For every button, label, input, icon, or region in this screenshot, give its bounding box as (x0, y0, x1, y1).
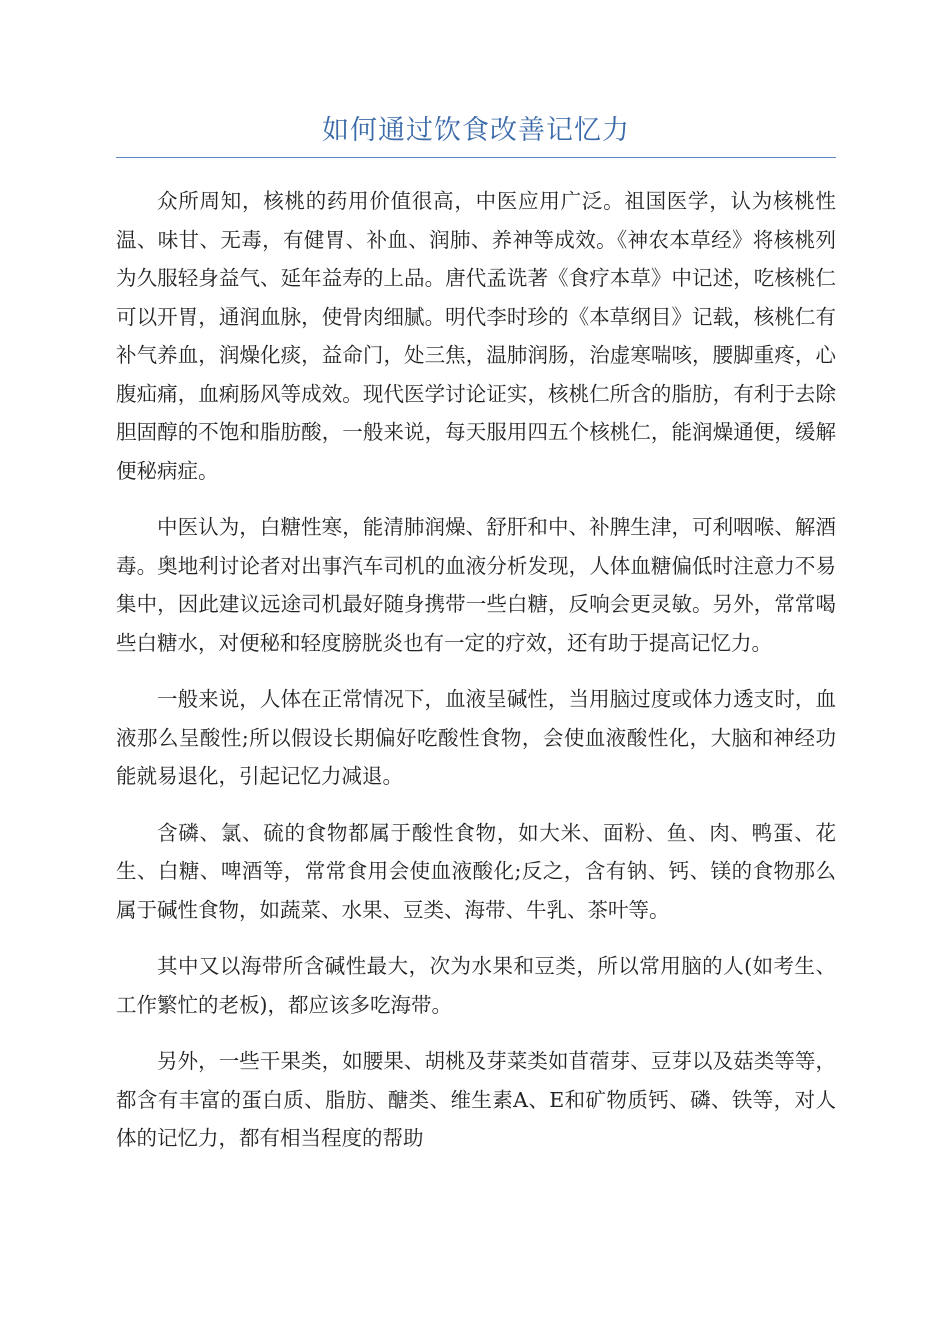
paragraph-sugar: 中医认为，白糖性寒，能清肺润燥、舒肝和中、补脾生津，可利咽喉、解酒毒。奥地利讨论者对出事汽车司机的血液分析发现，人体血糖偏低时注意力不易集中，因此建议远途司机最好随身携带一些白糖，反响会更灵敏。另外，常常喝些白糖水，对便秘和轻度膀胱炎也有一定的疗效，还有助于提高记忆力。 (116, 515, 836, 655)
paragraph-acid-alkaline-foods: 含磷、氯、硫的食物都属于酸性食物，如大米、面粉、鱼、肉、鸭蛋、花生、白糖、啤酒等，常常食用会使血液酸化;反之，含有钠、钙、镁的食物那么属于碱性食物，如蔬菜、水果、豆类、海带、牛乳、茶叶等。 (116, 820, 836, 922)
paragraph-walnut: 众所周知，核桃的药用价值很高，中医应用广泛。祖国医学，认为核桃性温、味甘、无毒，有健胃、补血、润肺、养神等成效。《神农本草经》将核桃列为久服轻身益气、延年益寿的上品。唐代孟诜著《食疗本草》中记述，吃核桃仁可以开胃，通润血脉，使骨肉细腻。明代李时珍的《本草纲目》记载，核桃仁有补气养血，润燥化痰，益命门，处三焦，温肺润肠，治虚寒喘咳，腰脚重疼，心腹疝痛，血痢肠风等成效。现代医学讨论证实，核桃仁所含的脂肪，有利于去除胆固醇的不饱和脂肪酸，一般来说，每天服用四五个核桃仁，能润燥通便，缓解便秘病症。 (116, 189, 836, 483)
paragraph-blood-alkalinity: 一般来说，人体在正常情况下，血液呈碱性，当用脑过度或体力透支时，血液那么呈酸性;所以假设长期偏好吃酸性食物，会使血液酸性化，大脑和神经功能就易退化，引起记忆力减退。 (116, 687, 836, 788)
document-title: 如何通过饮食改善记忆力 (322, 115, 630, 146)
title-underline (116, 157, 836, 158)
paragraph-nuts-sprouts: 另外，一些干果类，如腰果、胡桃及芽菜类如苜蓿芽、豆芽以及菇类等等，都含有丰富的蛋白质、脂肪、醣类、维生素A、E和矿物质钙、磷、铁等，对人体的记忆力，都有相当程度的帮助 (116, 1049, 836, 1150)
document-page (116, 108, 836, 1176)
paragraph-seaweed: 其中又以海带所含碱性最大，次为水果和豆类，所以常用脑的人(如考生、工作繁忙的老板)，都应该多吃海带。 (116, 954, 836, 1017)
